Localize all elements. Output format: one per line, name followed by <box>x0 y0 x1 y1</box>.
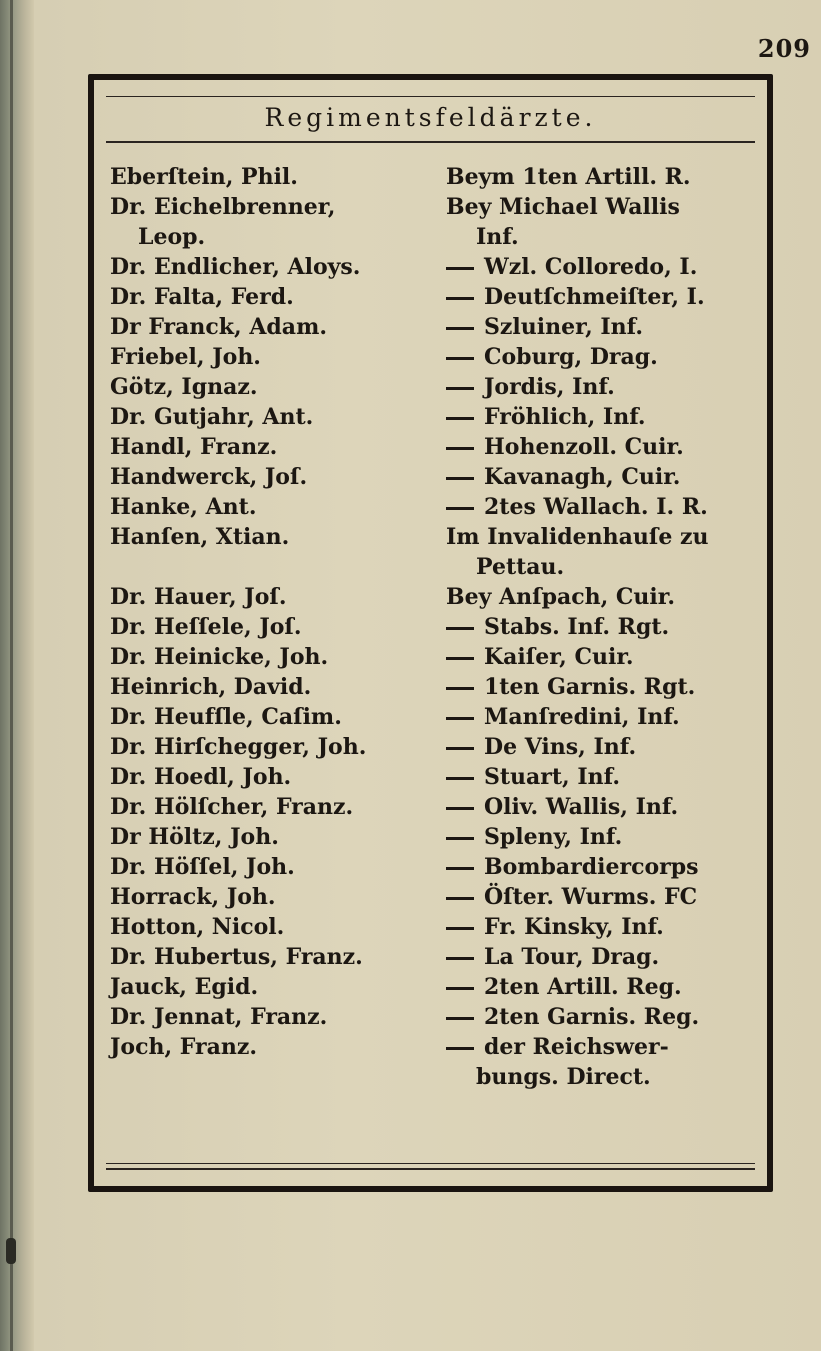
list-item <box>110 762 757 792</box>
entry-unit <box>446 822 622 852</box>
entry-name <box>110 342 261 372</box>
entry-name <box>110 882 276 912</box>
entry-unit-text: Öſter. Wurms. FC <box>484 884 698 910</box>
list-item <box>110 822 757 852</box>
entry-name <box>110 372 258 402</box>
list-item <box>110 882 757 912</box>
entry-unit-continuation: bungs. Direct. <box>476 1064 651 1090</box>
entry-name <box>110 402 313 432</box>
entry-name-text: Dr. Eichelbrenner, <box>110 194 336 220</box>
list-item <box>110 852 757 882</box>
entry-name <box>110 912 284 942</box>
ditto-dash <box>446 1047 474 1050</box>
list-item <box>110 672 757 702</box>
entry-unit <box>446 402 646 432</box>
list-item <box>110 1002 757 1032</box>
entry-name-text: Dr. Heufſle, Caſim. <box>110 704 342 730</box>
entry-unit <box>446 1032 669 1092</box>
list-item <box>110 582 757 612</box>
entry-unit-text: Fröhlich, Inf. <box>484 404 646 430</box>
section-title: Regimentsfeldärzte. <box>264 103 597 132</box>
entry-unit <box>446 882 697 912</box>
list-item <box>110 162 757 192</box>
entry-name <box>110 492 256 522</box>
list-item <box>110 1032 757 1092</box>
entry-name-text: Dr. Höſſel, Joh. <box>110 854 295 880</box>
ditto-dash <box>446 837 474 840</box>
entry-name-text: Eberſtein, Phil. <box>110 164 298 190</box>
ditto-dash <box>446 267 474 270</box>
ditto-dash <box>446 927 474 930</box>
list-item <box>110 282 757 312</box>
entry-unit <box>446 732 636 762</box>
entry-name <box>110 1002 327 1032</box>
entry-unit-text: 2ten Artill. Reg. <box>484 974 682 1000</box>
entry-unit-text: Bey Anſpach, Cuir. <box>446 584 676 610</box>
ditto-dash <box>446 867 474 870</box>
entry-unit <box>446 642 634 672</box>
entry-unit-text: 2tes Wallach. I. R. <box>484 494 708 520</box>
entry-name <box>110 942 363 972</box>
entry-name <box>110 192 335 252</box>
spine-edge-line <box>10 0 13 1351</box>
list-item <box>110 462 757 492</box>
ditto-dash <box>446 627 474 630</box>
entry-name-continuation: Leop. <box>138 224 206 250</box>
ditto-dash <box>446 387 474 390</box>
ditto-dash <box>446 507 474 510</box>
entry-unit-text: Bey Michael Wallis <box>446 194 680 220</box>
entry-name-text: Dr Franck, Adam. <box>110 314 328 340</box>
entry-unit <box>446 282 705 312</box>
entry-unit-text: Szluiner, Inf. <box>484 314 644 340</box>
entry-name-text: Dr. Hauer, Joſ. <box>110 584 287 610</box>
entry-name-text: Dr. Heſſele, Joſ. <box>110 614 302 640</box>
entry-name <box>110 762 291 792</box>
book-spine <box>0 0 34 1351</box>
entry-name-text: Hanke, Ant. <box>110 494 257 520</box>
entry-name <box>110 582 287 612</box>
entry-name-text: Dr. Endlicher, Aloys. <box>110 254 361 280</box>
entry-name <box>110 462 307 492</box>
entry-name <box>110 1032 257 1062</box>
entry-unit <box>446 462 680 492</box>
entry-name-text: Horrack, Joh. <box>110 884 276 910</box>
entry-unit-text: Deutſchmeiſter, I. <box>484 284 705 310</box>
entry-unit <box>446 432 684 462</box>
list-item <box>110 492 757 522</box>
entry-unit <box>446 912 664 942</box>
entry-unit-text: Bombardiercorps <box>484 854 699 880</box>
entry-unit <box>446 612 669 642</box>
ditto-dash <box>446 807 474 810</box>
list-item <box>110 642 757 672</box>
entry-unit-text: Coburg, Drag. <box>484 344 658 370</box>
entry-name <box>110 642 328 672</box>
entry-name <box>110 852 295 882</box>
ditto-dash <box>446 657 474 660</box>
entry-name-text: Dr. Gutjahr, Ant. <box>110 404 314 430</box>
entry-name-text: Dr. Hubertus, Franz. <box>110 944 363 970</box>
entry-name <box>110 702 342 732</box>
ditto-dash <box>446 357 474 360</box>
entry-name-text: Dr Höltz, Joh. <box>110 824 279 850</box>
ditto-dash <box>446 447 474 450</box>
ditto-dash <box>446 687 474 690</box>
entry-name <box>110 282 294 312</box>
entry-name-text: Handwerck, Joſ. <box>110 464 308 490</box>
entry-unit <box>446 792 678 822</box>
ditto-dash <box>446 297 474 300</box>
table-frame <box>88 74 773 1192</box>
entry-unit-text: Oliv. Wallis, Inf. <box>484 794 679 820</box>
entry-name <box>110 162 298 192</box>
entry-unit <box>446 1002 699 1032</box>
section-header <box>106 96 755 143</box>
entry-name-text: Friebel, Joh. <box>110 344 261 370</box>
entry-name-text: Joch, Franz. <box>110 1034 258 1060</box>
entry-unit <box>446 762 620 792</box>
entry-unit-text: La Tour, Drag. <box>484 944 660 970</box>
entry-name-text: Heinrich, David. <box>110 674 312 700</box>
book-page <box>34 0 821 1351</box>
ditto-dash <box>446 417 474 420</box>
list-item <box>110 702 757 732</box>
entry-unit <box>446 252 697 282</box>
page-number: 209 <box>757 34 811 63</box>
entry-unit-text: Stabs. Inf. Rgt. <box>484 614 670 640</box>
ditto-dash <box>446 777 474 780</box>
entry-unit-text: Fr. Kinsky, Inf. <box>484 914 664 940</box>
entry-unit-text: Kaiſer, Cuir. <box>484 644 634 670</box>
bottom-rule <box>106 1163 755 1170</box>
entry-unit-text: Beym 1ten Artill. R. <box>446 164 691 190</box>
entry-name-text: Dr. Hoedl, Joh. <box>110 764 292 790</box>
entry-name <box>110 432 277 462</box>
entry-unit-text: Spleny, Inf. <box>484 824 623 850</box>
ditto-dash <box>446 327 474 330</box>
entry-unit-text: Kavanagh, Cuir. <box>484 464 681 490</box>
entry-unit-text: De Vins, Inf. <box>484 734 637 760</box>
entry-name <box>110 522 289 552</box>
entry-unit-continuation: Inf. <box>476 224 519 250</box>
list-item <box>110 432 757 462</box>
entry-name-text: Handl, Franz. <box>110 434 278 460</box>
entry-unit <box>446 522 709 582</box>
entry-name-text: Hanſen, Xtian. <box>110 524 290 550</box>
entry-unit <box>446 702 680 732</box>
list-item <box>110 522 757 582</box>
entry-unit-text: Manſredini, Inf. <box>484 704 680 730</box>
entry-name <box>110 672 311 702</box>
spine-mark <box>6 1238 16 1264</box>
list-item <box>110 192 757 252</box>
entry-name-text: Götz, Ignaz. <box>110 374 258 400</box>
list-item <box>110 402 757 432</box>
entry-name-text: Dr. Falta, Ferd. <box>110 284 294 310</box>
entry-unit-text: Hohenzoll. Cuir. <box>484 434 684 460</box>
ditto-dash <box>446 987 474 990</box>
entry-name-text: Dr. Heinicke, Joh. <box>110 644 329 670</box>
entry-unit-text: Wzl. Colloredo, I. <box>484 254 698 280</box>
entry-unit <box>446 162 691 192</box>
entry-unit-text: 2ten Garnis. Reg. <box>484 1004 700 1030</box>
list-item <box>110 792 757 822</box>
entry-unit <box>446 672 695 702</box>
entry-name <box>110 732 366 762</box>
entry-unit <box>446 852 699 882</box>
list-item <box>110 372 757 402</box>
ditto-dash <box>446 747 474 750</box>
ditto-dash <box>446 1017 474 1020</box>
list-item <box>110 972 757 1002</box>
list-item <box>110 252 757 282</box>
entry-unit <box>446 192 680 252</box>
entry-name-text: Jauck, Egid. <box>110 974 259 1000</box>
ditto-dash <box>446 717 474 720</box>
ditto-dash <box>446 897 474 900</box>
entry-unit-text: Stuart, Inf. <box>484 764 620 790</box>
entry-unit <box>446 342 658 372</box>
entry-unit-text: 1ten Garnis. Rgt. <box>484 674 696 700</box>
entry-name <box>110 822 279 852</box>
entry-unit <box>446 582 675 612</box>
entry-unit <box>446 312 643 342</box>
entry-list <box>110 162 757 1092</box>
entry-unit <box>446 972 682 1002</box>
ditto-dash <box>446 957 474 960</box>
entry-unit-text: der Reichswer- <box>484 1034 669 1060</box>
entry-name <box>110 312 327 342</box>
entry-unit <box>446 492 708 522</box>
entry-name <box>110 612 302 642</box>
entry-name-text: Dr. Hölſcher, Franz. <box>110 794 354 820</box>
list-item <box>110 612 757 642</box>
entry-name-text: Dr. Hirſchegger, Joh. <box>110 734 367 760</box>
entry-name-text: Dr. Jennat, Franz. <box>110 1004 328 1030</box>
list-item <box>110 342 757 372</box>
list-item <box>110 732 757 762</box>
entry-name <box>110 252 360 282</box>
entry-name <box>110 792 353 822</box>
entry-unit <box>446 372 615 402</box>
list-item <box>110 912 757 942</box>
entry-name-text: Hotton, Nicol. <box>110 914 285 940</box>
ditto-dash <box>446 477 474 480</box>
entry-unit-text: Im Invalidenhauſe zu <box>446 524 709 550</box>
list-item <box>110 312 757 342</box>
list-item <box>110 942 757 972</box>
entry-unit-text: Jordis, Inf. <box>484 374 615 400</box>
entry-unit <box>446 942 659 972</box>
entry-unit-continuation: Pettau. <box>476 554 565 580</box>
entry-name <box>110 972 258 1002</box>
